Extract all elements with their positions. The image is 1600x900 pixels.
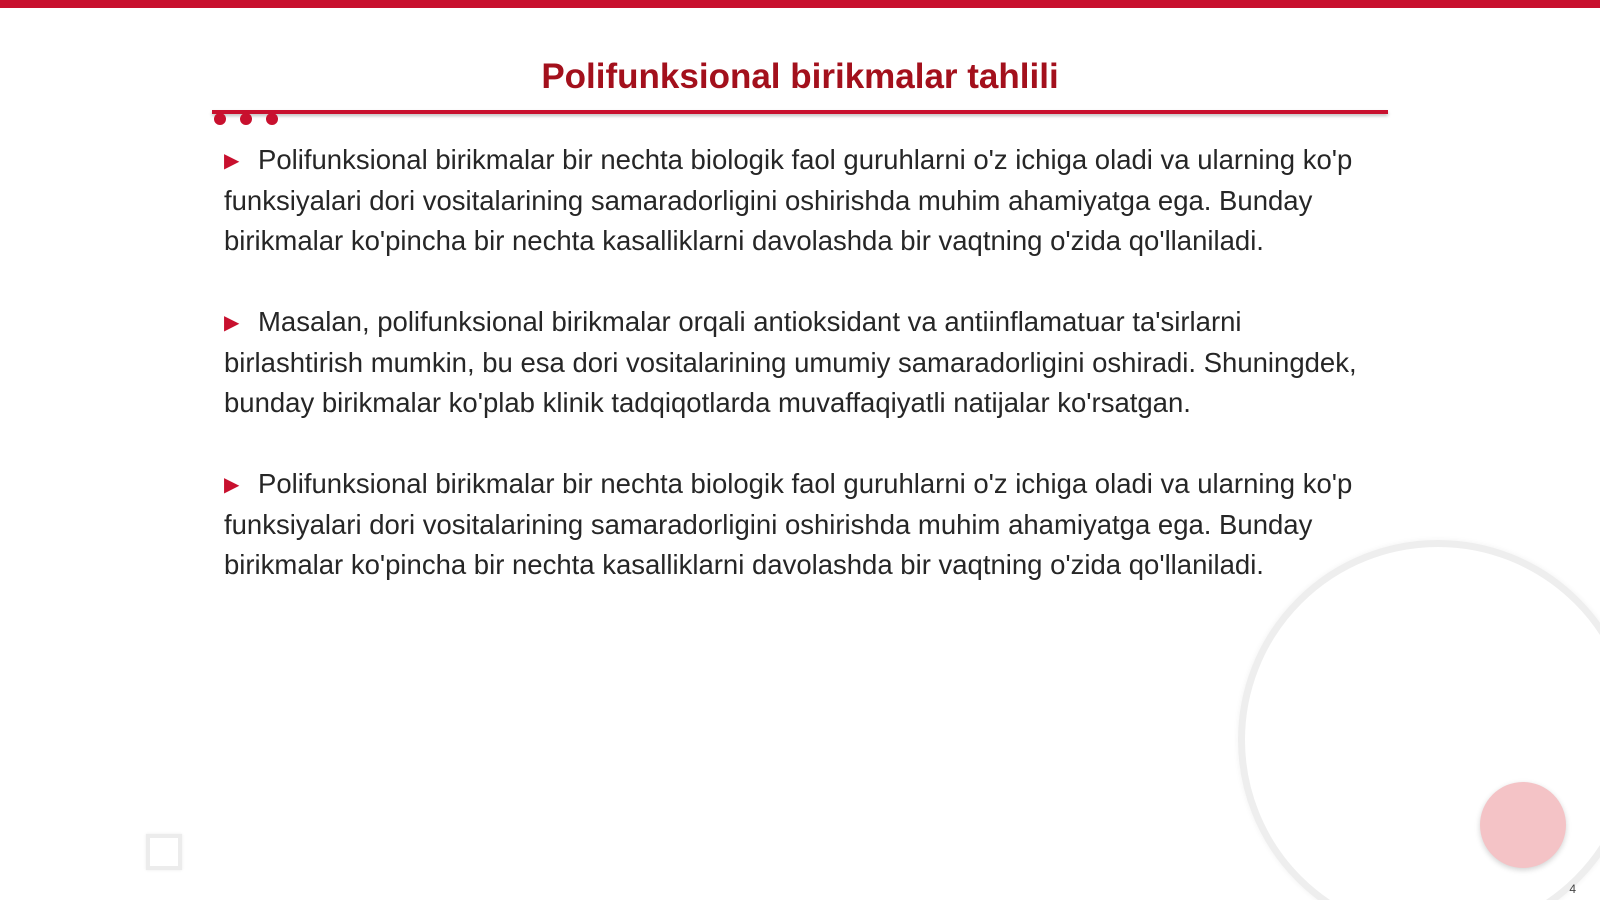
bullet-text: Polifunksional birikmalar bir nechta biologik faol guruhlarni o'z ichiga oladi va ularning ko'p funksiyalari dori vositalarining samaradorligini oshirishda muhim ahamiyatga ega. Bunday birikmalar ko'pincha bir nechta kasalliklarni davolashda bir vaqtning o'zida qo'llaniladi. xyxy=(224,468,1353,580)
page-number: 4 xyxy=(1569,882,1576,896)
top-accent-bar xyxy=(0,0,1600,8)
triangle-bullet-icon: ▶ xyxy=(224,312,240,334)
rule-dot-1 xyxy=(214,113,226,125)
triangle-bullet-icon: ▶ xyxy=(224,474,240,496)
bullet-item xyxy=(224,140,1384,261)
slide-title: Polifunksional birikmalar tahlili xyxy=(541,57,1059,96)
bullet-list xyxy=(224,140,1384,626)
triangle-bullet-icon: ▶ xyxy=(224,150,240,172)
bullet-item xyxy=(224,464,1384,585)
decorative-pink-circle xyxy=(1480,782,1566,868)
rule-dot-2 xyxy=(240,113,252,125)
rule-dot-3 xyxy=(266,113,278,125)
title-underline xyxy=(212,110,1388,114)
decorative-square xyxy=(146,834,182,870)
bullet-text: Polifunksional birikmalar bir nechta biologik faol guruhlarni o'z ichiga oladi va ularning ko'p funksiyalari dori vositalarining samaradorligini oshirishda muhim ahamiyatga ega. Bunday birikmalar ko'pincha bir nechta kasalliklarni davolashda bir vaqtning o'zida qo'llaniladi. xyxy=(224,144,1353,256)
bullet-text: Masalan, polifunksional birikmalar orqali antioksidant va antiinflamatuar ta'sirlarni birlashtirish mumkin, bu esa dori vositalarining umumiy samaradorligini oshiradi. Shuningdek, bunday birikmalar ko'plab klinik tadqiqotlarda muvaffaqiyatli natijalar ko'rsatgan. xyxy=(224,306,1357,418)
bullet-item xyxy=(224,302,1384,423)
